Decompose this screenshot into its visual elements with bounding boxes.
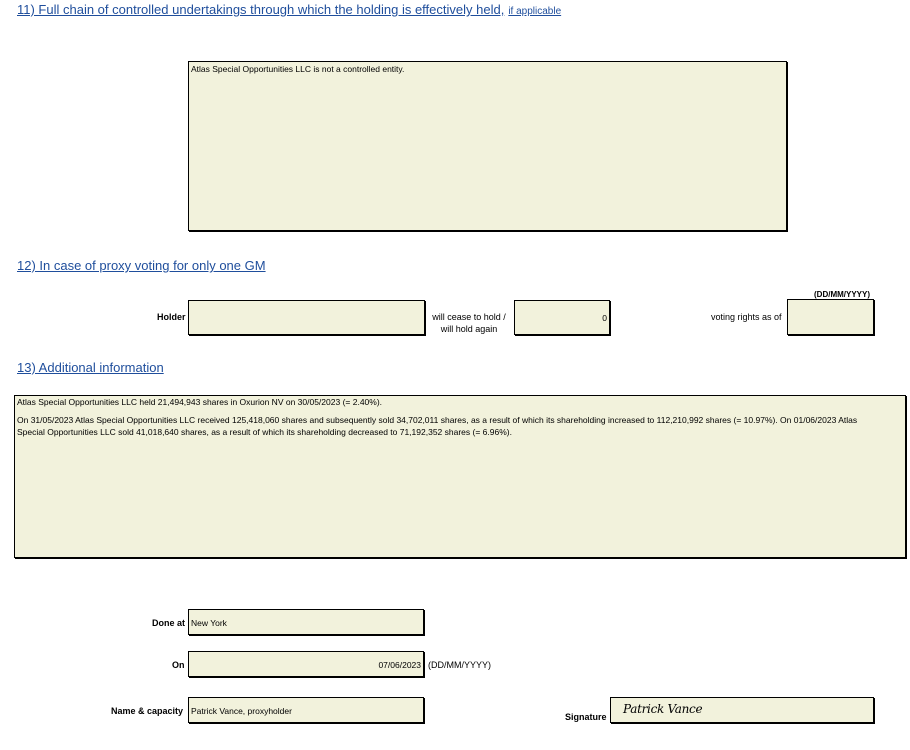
on-label: On [172, 660, 185, 670]
handwritten-signature: Patrick Vance [623, 702, 703, 716]
done-at-value: New York [191, 618, 227, 628]
on-date-value: 07/06/2023 [378, 660, 421, 670]
done-at-label: Done at [152, 618, 186, 628]
cease-hold-label [428, 311, 510, 335]
holder-label: Holder [157, 312, 186, 322]
voting-rights-as-of-label: voting rights as of [711, 312, 782, 322]
name-capacity-label: Name & capacity [111, 706, 184, 716]
voting-rights-value: 0 [602, 313, 607, 323]
name-capacity-value: Patrick Vance, proxyholder [191, 706, 292, 716]
cease-hold-line-1: will cease to hold / [432, 312, 506, 322]
name-capacity-field[interactable] [188, 697, 424, 723]
cease-hold-line-2: will hold again [440, 324, 498, 334]
additional-info-paragraph-2: On 31/05/2023 Atlas Special Opportunities LLC received 125,418,060 shares and subsequently sold 34,702,011 shares, as a result of which its shareholding increased to 112,210,992 shares (= 10.97%). On 01/06/2023 Atlas Special Opportunities LLC sold 41,018,640 shares, as a result of which its shareholding decreased to 71,192,352 shares (= 6.96%). [17, 415, 858, 437]
section-11-suffix: if applicable [508, 6, 562, 17]
section-11-title: 11) Full chain of controlled undertakings through which the holding is effectively held, [17, 2, 505, 17]
proxy-date-field[interactable] [787, 299, 874, 335]
controlled-chain-text: Atlas Special Opportunities LLC is not a controlled entity. [191, 64, 405, 74]
section-13-heading: 13) Additional information [17, 360, 164, 375]
signature-field[interactable] [610, 697, 874, 723]
section-11-heading [17, 2, 561, 17]
controlled-chain-field[interactable] [188, 61, 787, 231]
on-date-field[interactable] [188, 651, 424, 677]
holder-field[interactable] [188, 300, 425, 335]
voting-rights-field[interactable] [514, 300, 610, 335]
proxy-date-format: (DD/MM/YYYY) [814, 290, 870, 299]
additional-info-paragraph-1: Atlas Special Opportunities LLC held 21,494,943 shares in Oxurion NV on 30/05/2023 (= 2.40%). [17, 397, 383, 407]
done-at-field[interactable] [188, 609, 424, 635]
additional-info-text [17, 396, 887, 444]
additional-info-field[interactable] [14, 395, 906, 558]
signature-label: Signature [565, 712, 607, 722]
on-date-format: (DD/MM/YYYY) [428, 660, 491, 670]
section-12-heading: 12) In case of proxy voting for only one GM [17, 258, 266, 273]
